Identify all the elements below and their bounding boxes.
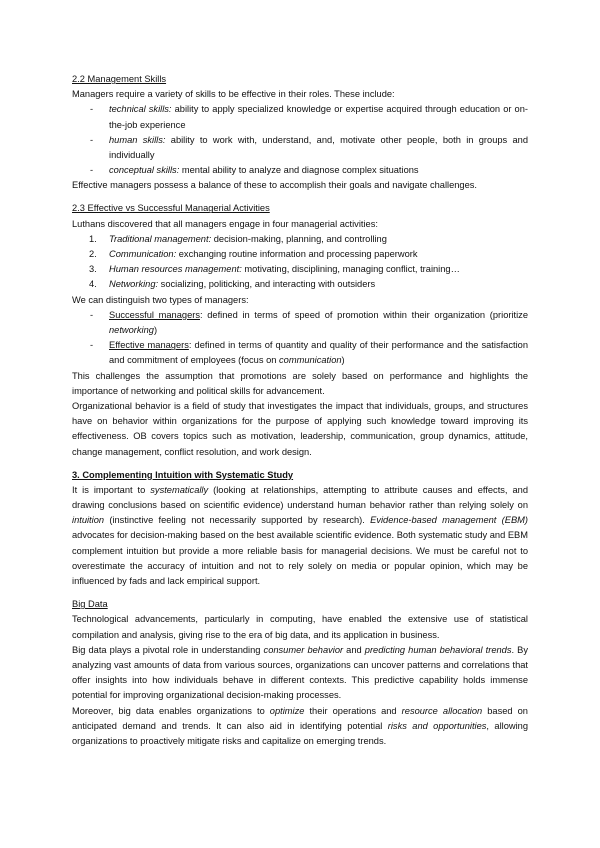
emphasis: intuition (72, 515, 105, 526)
list-item (72, 232, 528, 247)
emphasis: optimize (269, 705, 305, 716)
term-desc-end: ) (153, 325, 158, 336)
list-number: 3. (89, 264, 97, 275)
list-number: 1. (89, 233, 97, 244)
text: Big data plays a pivotal role in understanding (72, 644, 264, 655)
term-desc: : defined in terms of speed of promotion within their organization (prioritize (199, 309, 528, 320)
section-heading-managerial-activities: 2.3 Effective vs Successful Managerial Activities (72, 203, 270, 214)
text: advocates for decision-making based on the best available scientific evidence. Both systematic study and EBM complement intuition but provide a more reliable basis for managerial decisions. We must be careful not to overestimate the accuracy of intuition and not to rely solely on media or popular opinion, which may be influenced by fads and lack empirical support. (72, 530, 528, 587)
emphasis: predicting human behavioral trends (364, 644, 512, 655)
text: their operations and (304, 705, 402, 716)
text: . By analyzing vast amounts of data from various sources, organizations can uncover patterns and correlations that offer insights into how individuals behave in different contexts. This predictive capability holds immense potential for improving organizational decision-making processes. (72, 644, 528, 701)
term-desc: decision-making, planning, and controlling (211, 233, 387, 244)
term: technical skills: (109, 104, 172, 115)
term-desc: : defined in terms of quantity and quality of their performance and the satisfaction and commitment of employees (focus on (109, 340, 528, 366)
emphasis: consumer behavior (263, 644, 344, 655)
text: Moreover, big data enables organizations to (72, 705, 270, 716)
emphasis: risks and opportunities (387, 720, 487, 731)
text: It is important to (72, 484, 151, 495)
term: Successful managers (109, 309, 200, 320)
paragraph (72, 704, 528, 750)
list-number: 2. (89, 249, 97, 260)
paragraph (72, 643, 528, 704)
text: , allowing organizations to proactively mitigate risks and capitalize on emerging trends. (72, 720, 528, 746)
list-item (72, 247, 528, 262)
list-item (72, 338, 528, 368)
term-desc: exchanging routine information and processing paperwork (176, 249, 418, 260)
list-item (72, 163, 528, 178)
list-item (72, 277, 528, 292)
term: Communication: (109, 249, 177, 260)
term-desc: mental ability to analyze and diagnose complex situations (179, 165, 419, 176)
text: and (343, 644, 365, 655)
term: Effective managers (109, 340, 189, 351)
list-item (72, 262, 528, 277)
paragraph: Organizational behavior is a field of study that investigates the impact that individuals, groups, and structures have on behavior within organizations for the purpose of applying such knowledge toward improving its effectiveness. OB covers topics such as motivation, leadership, communication, group dynamics, attitude, change management, conflict resolution, and work design. (72, 401, 528, 457)
term-desc-end: ) (341, 355, 345, 366)
term: Networking: (109, 279, 159, 290)
term-desc: ability to work with, understand, and, motivate other people, both in groups and individually (109, 134, 529, 161)
skills-list (72, 102, 528, 178)
section-heading-intuition: 3. Complementing Intuition with Systematic Study (72, 469, 294, 480)
emphasis: Evidence-based management (EBM) (370, 515, 528, 526)
term-desc: motivating, disciplining, managing conflict, training… (241, 264, 460, 275)
text: (looking at relationships, attempting to attribute causes and effects, and drawing conclusions based on scientific evidence) understand human behavior rather than relying solely on (72, 484, 528, 511)
list-item (72, 308, 528, 338)
paragraph (72, 483, 528, 589)
list-number: 4. (89, 279, 97, 290)
activities-list (72, 232, 528, 293)
emphasis: systematically (150, 484, 209, 495)
section-heading-management-skills: 2.2 Management Skills (72, 74, 167, 84)
term: Traditional management: (109, 233, 212, 244)
paragraph: We can distinguish two types of managers: (72, 294, 249, 305)
emphasis: resource allocation (401, 705, 483, 716)
term-desc: ability to apply specialized knowledge or expertise acquired through education or on-the-job experience (109, 104, 528, 130)
term-desc: socializing, politicking, and interacting with outsiders (158, 279, 376, 290)
list-item (72, 133, 528, 163)
paragraph: Technological advancements, particularly in computing, have enabled the extensive use of statistical compilation and analysis, giving rise to the era of big data, and its application in business. (72, 614, 528, 640)
emphasis: communication (279, 355, 342, 366)
emphasis: networking (109, 325, 154, 336)
paragraph: Effective managers possess a balance of these to accomplish their goals and navigate challenges. (72, 180, 478, 191)
paragraph: This challenges the assumption that promotions are solely based on performance and highlights the importance of networking and political skills for advancement. (72, 370, 528, 396)
term: human skills: (109, 134, 166, 145)
paragraph: Managers require a variety of skills to be effective in their roles. These include: (72, 89, 395, 100)
text: (instinctive feeling not necessarily supported by research). (104, 515, 371, 526)
document-page (72, 72, 528, 749)
manager-types-list (72, 308, 528, 369)
section-heading-big-data: Big Data (72, 599, 108, 610)
text: based on anticipated demand and trends. It can also aid in identifying potential (72, 705, 528, 731)
term: Human resources management: (109, 264, 242, 275)
list-item (72, 102, 528, 132)
paragraph: Luthans discovered that all managers engage in four managerial activities: (72, 218, 378, 229)
term: conceptual skills: (109, 165, 180, 176)
